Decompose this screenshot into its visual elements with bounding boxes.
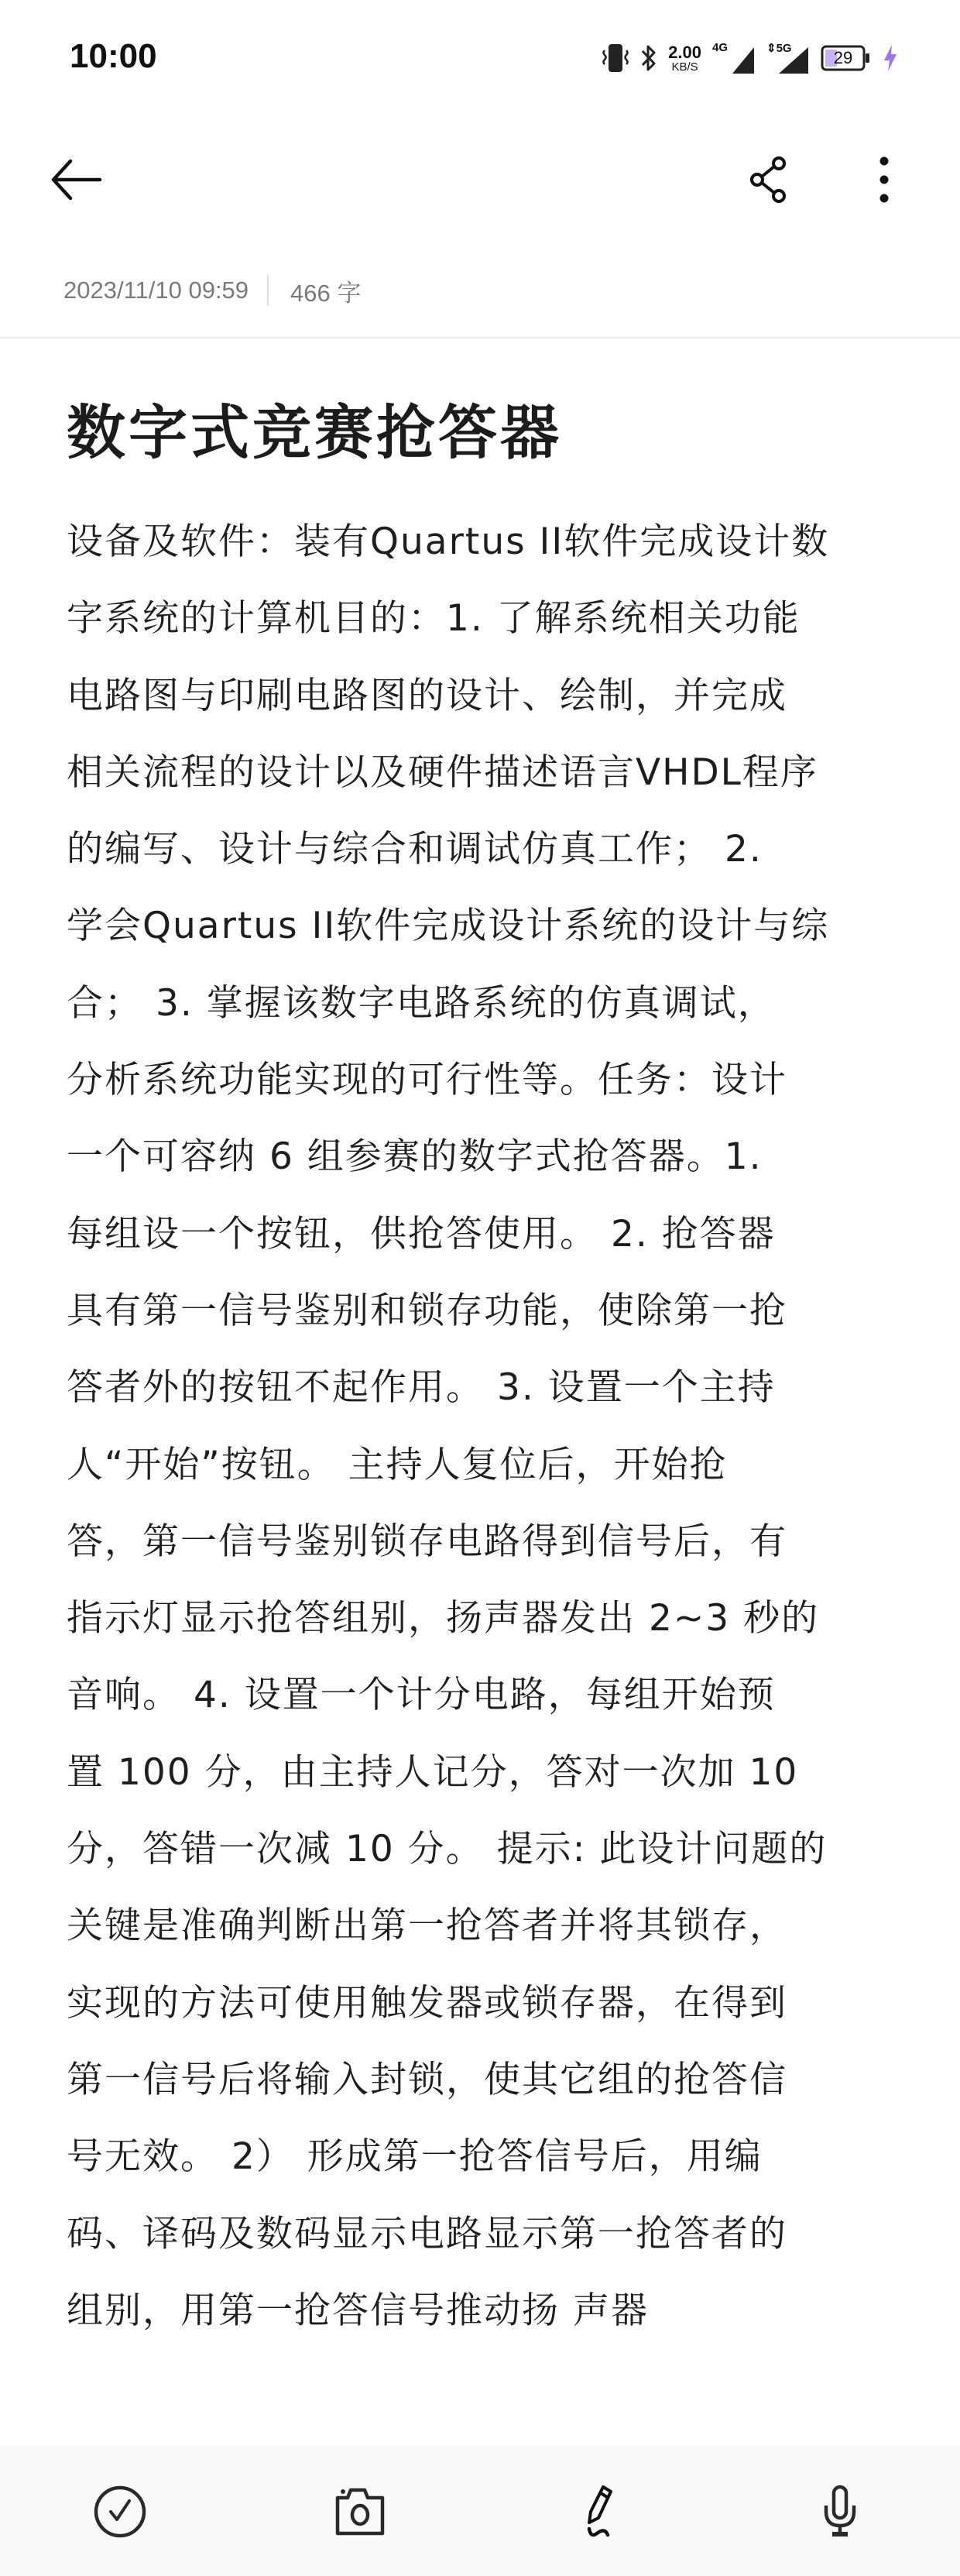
note-line: 号无效。 2） 形成第一抢答信号后，用编 [67,2135,763,2179]
note-line: 一个可容纳 6 组参赛的数字式抢答器。1. [67,1135,763,1179]
note-line: 实现的方法可使用触发器或锁存器，在得到 [67,1981,787,2025]
charging-icon [883,43,898,73]
share-button[interactable] [739,149,801,211]
note-meta [63,271,361,310]
status-time: 10:00 [70,37,157,75]
note-line: 电路图与印刷电路图的设计、绘制，并完成 [67,674,787,717]
signal-5g-icon [766,41,810,75]
note-line: 设备及软件：装有Quartus II软件完成设计数 [67,520,830,563]
camera-icon [332,2484,388,2540]
note-line: 音响。 4. 设置一个计分电路，每组开始预 [67,1674,776,1717]
app-bar [0,116,960,248]
note-line: 组别，用第一抢答信号推动扬 声器 [67,2289,649,2332]
vibrate-icon [602,43,629,74]
note-line: 字系统的计算机目的：1. 了解系统相关功能 [67,597,801,641]
voice-button[interactable] [805,2477,875,2547]
note-line: 码、译码及数码显示电路显示第一抢答者的 [67,2212,787,2255]
note-line: 相关流程的设计以及硬件描述语言VHDL程序 [67,750,818,794]
note-line: 置 100 分，由主持人记分，答对一次加 10 [67,1750,799,1794]
meta-separator [267,275,269,306]
sim1-label: 4G [712,41,729,54]
more-vertical-icon [876,155,892,204]
note-timestamp: 2023/11/10 09:59 [63,276,249,304]
bluetooth-icon [640,43,657,74]
check-circle-icon [92,2484,148,2540]
pen-scribble-icon [572,2484,628,2540]
battery-icon [821,45,872,71]
note-line: 答者外的按钮不起作用。 3. 设置一个主持 [67,1366,776,1410]
note-line: 指示灯显示抢答组别，扬声器发出 2~3 秒的 [67,1597,820,1640]
note-line: 关键是准确判断出第一抢答者并将其锁存， [67,1905,787,1948]
sim2-label: ⇕5G [766,42,792,55]
net-speed-unit: KB/S [671,60,698,74]
camera-button[interactable] [325,2477,395,2547]
network-speed [668,44,701,73]
bottom-toolbar [0,2446,960,2576]
note-line: 具有第一信号鉴别和锁存功能，使除第一抢 [67,1289,787,1332]
status-icons [602,39,898,77]
note-line: 的编写、设计与综合和调试仿真工作； 2. [67,828,763,871]
note-line: 每组设一个按钮，供抢答使用。 2. 抢答器 [67,1212,776,1255]
back-button[interactable] [45,149,107,211]
arrow-left-icon [49,156,103,203]
note-word-count: 466 字 [290,279,362,307]
checklist-button[interactable] [85,2477,155,2547]
handwriting-button[interactable] [565,2477,635,2547]
note-line: 分，答错一次减 10 分。 提示: 此设计问题的 [67,1828,828,1871]
note-line: 分析系统功能实现的可行性等。任务：设计 [67,1059,787,1102]
more-options-button[interactable] [853,149,915,211]
note-line: 答，第一信号鉴别锁存电路得到信号后，有 [67,1520,787,1563]
note-body[interactable] [67,511,903,2357]
battery-level: 29 [833,48,853,67]
note-line: 人“开始”按钮。 主持人复位后，开始抢 [67,1443,728,1486]
microphone-icon [812,2484,868,2540]
share-icon [746,155,795,204]
header-divider [0,337,960,338]
note-line: 学会Quartus II软件完成设计系统的设计与综 [67,905,830,948]
net-speed-value: 2.00 [668,42,701,62]
note-line: 合； 3. 掌握该数字电路系统的仿真调试， [67,981,776,1025]
note-title[interactable]: 数字式竞赛抢答器 [67,398,562,467]
note-line: 第一信号后将输入封锁，使其它组的抢答信 [67,2058,787,2101]
status-bar [0,0,960,116]
signal-4g-icon [712,41,756,75]
